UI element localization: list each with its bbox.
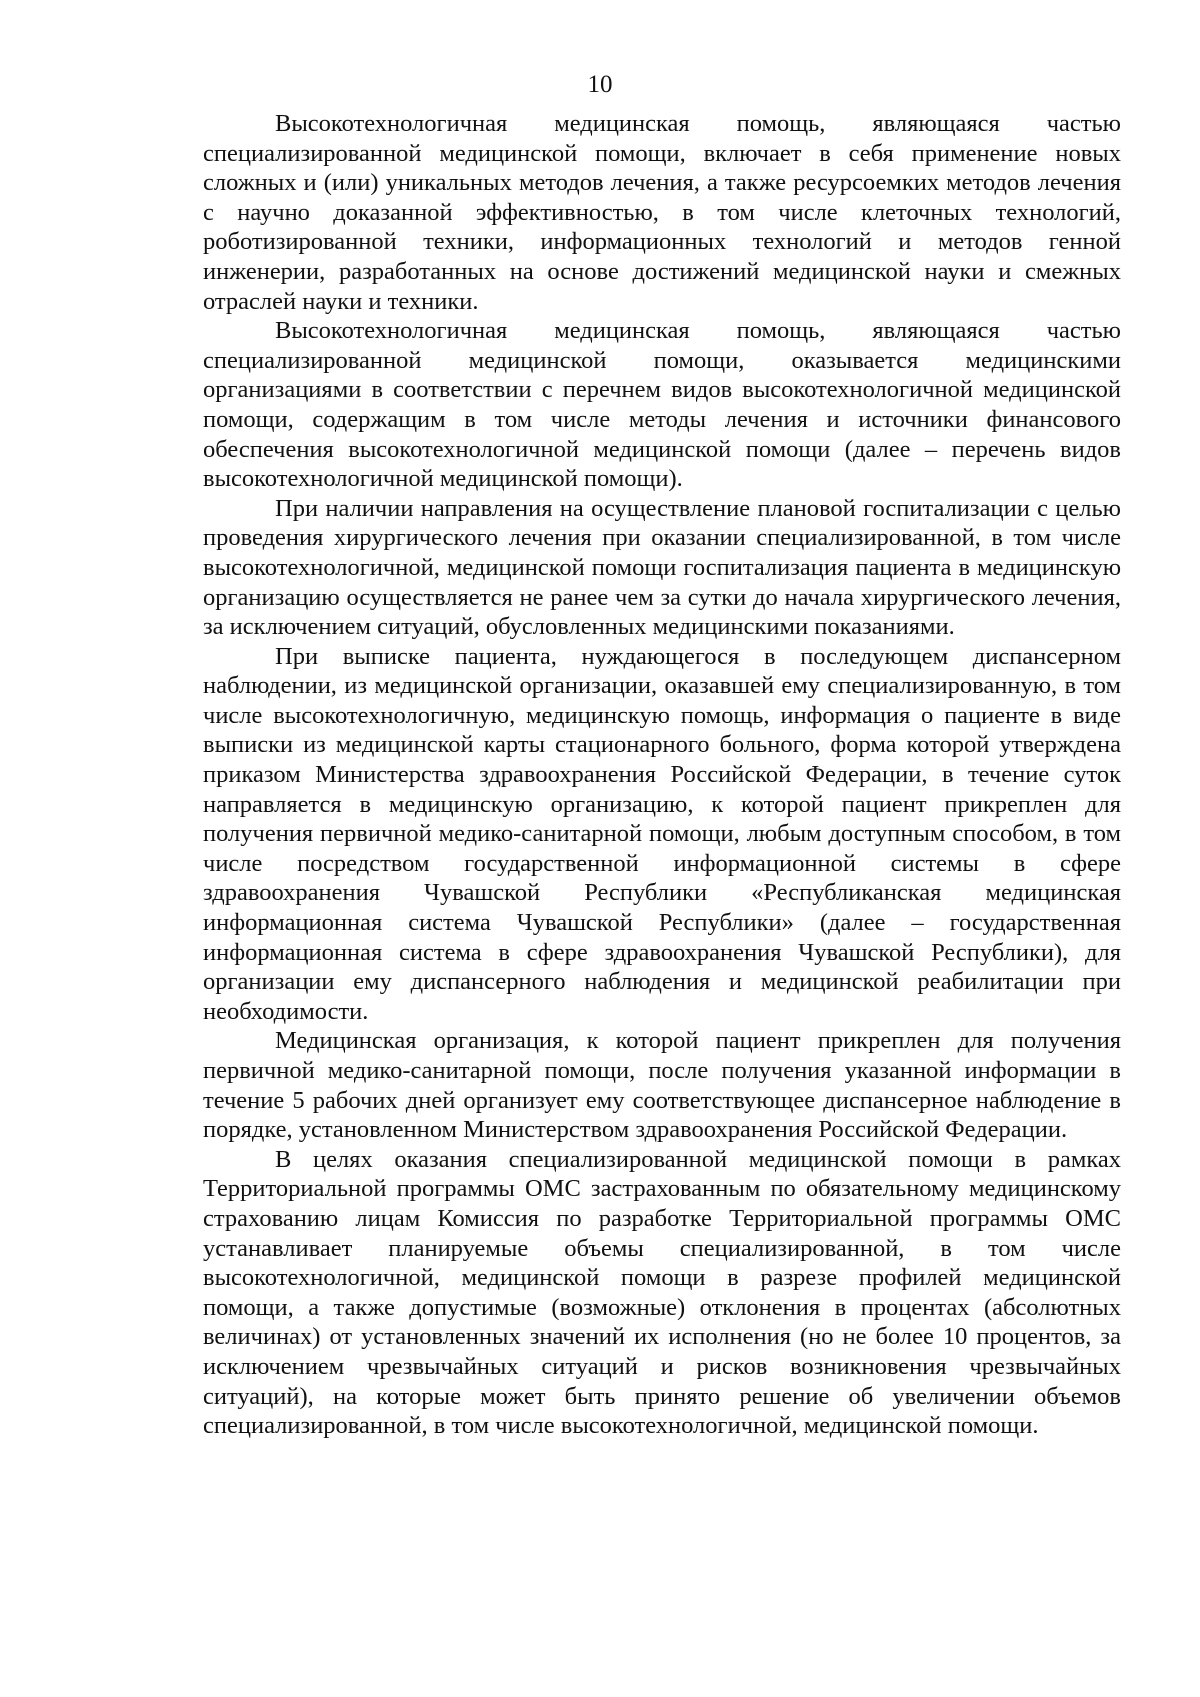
- paragraph-planned-hospitalization: При наличии направления на осуществление плановой госпитализации с целью проведения хирургического лечения при оказании специализированной, в том числе высокотехнологичной, медицинской помощи госпитализация пациента в медицинскую организацию осуществляется не ранее чем за сутки до начала хирургического лечения, за исключением ситуаций, обусловленных медицинскими показаниями.: [203, 494, 1121, 641]
- paragraph-dispensary-observation: Медицинская организация, к которой пациент прикреплен для получения первичной медико-санитарной помощи, после получения указанной информации в течение 5 рабочих дней организует ему соответствующее диспансерное наблюдение в порядке, установленном Министерством здравоохранения Российской Федерации.: [203, 1027, 1121, 1144]
- paragraph-high-tech-care-definition: Высокотехнологичная медицинская помощь, являющаяся частью специализированной медицинской помощи, включает в себя применение новых сложных и (или) уникальных методов лечения, а также ресурсоемких методов лечения с научно доказанной эффективностью, в том числе клеточных технологий, роботизированной техники, информационных технологий и методов генной инженерии, разработанных на основе достижений медицинской науки и смежных отраслей науки и техники.: [203, 110, 1121, 315]
- paragraph-planned-volumes: В целях оказания специализированной медицинской помощи в рамках Территориальной программы ОМС застрахованным по обязательному медицинскому страхованию лицам Комиссия по разработке Территориальной программы ОМС устанавливает планируемые объемы специализированной, в том числе высокотехнологичной, медицинской помощи в разрезе профилей медицинской помощи, а также допустимые (возможные) отклонения в процентах (абсолютных величинах) от установленных значений их исполнения (но не более 10 процентов, за исключением чрезвычайных ситуаций и рисков возникновения чрезвычайных ситуаций), на которые может быть принято решение об увеличении объемов специализированной, в том числе высокотехнологичной, медицинской помощи.: [203, 1145, 1121, 1440]
- document-body: [203, 109, 1121, 1441]
- paragraph-high-tech-care-list: Высокотехнологичная медицинская помощь, являющаяся частью специализированной медицинской помощи, оказывается медицинскими организациями в соответствии с перечнем видов высокотехнологичной медицинской помощи, содержащим в том числе методы лечения и источники финансового обеспечения высокотехнологичной медицинской помощи (далее – перечень видов высокотехнологичной медицинской помощи).: [203, 317, 1121, 493]
- paragraph-patient-discharge: При выписке пациента, нуждающегося в последующем диспансерном наблюдении, из медицинской организации, оказавшей ему специализированную, в том числе высокотехнологичную, медицинскую помощь, информация о пациенте в виде выписки из медицинской карты стационарного больного, форма которой утверждена приказом Министерства здравоохранения Российской Федерации, в течение суток направляется в медицинскую организацию, к которой пациент прикреплен для получения первичной медико-санитарной помощи, любым доступным способом, в том числе посредством государственной информационной системы в сфере здравоохранения Чувашской Республики «Республиканская медицинская информационная система Чувашской Республики» (далее – государственная информационная система в сфере здравоохранения Чувашской Республики), для организации ему диспансерного наблюдения и медицинской реабилитации при необходимости.: [203, 642, 1121, 1025]
- page-number: 10: [587, 71, 613, 98]
